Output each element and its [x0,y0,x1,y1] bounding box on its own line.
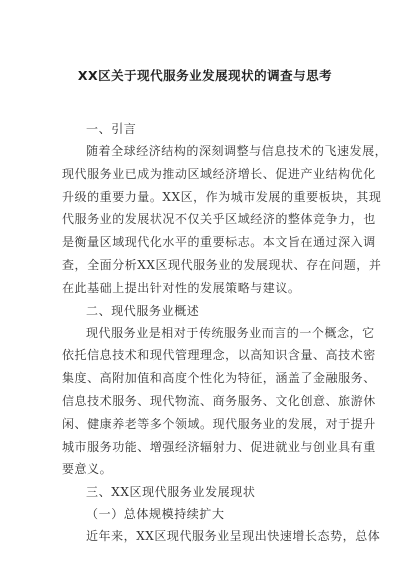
paragraph-line: 是衡量区域现代化水平的重要标志。本文旨在通过深入调 [62,235,376,250]
paragraph-line: 查，全面分析XX区现代服务业的发展现状、存在问题，并 [62,257,382,272]
paragraph-line: 现代服务业已成为推动区域经济增长、促进产业结构优化 [62,166,376,181]
section-paragraph-current-status [62,525,381,548]
paragraph-line: 信息技术服务、现代物流、商务服务、文化创意、旅游休 [62,393,376,408]
subsection-heading-scale: （一）总体规模持续扩大 [86,507,225,522]
document-body [62,118,388,548]
paragraph-line: 在此基础上提出针对性的发展策略与建议。 [62,280,301,295]
paragraph-line: 代服务业的发展状况不仅关乎区域经济的整体竞争力，也 [62,212,376,227]
paragraph-line: 依托信息技术和现代管理理念，以高知识含量、高技术密 [62,348,376,363]
section-heading-current-status: 三、XX区现代服务业发展现状 [86,485,256,500]
document-title: XX区关于现代服务业发展现状的调查与思考 [77,68,333,83]
section-heading-introduction: 一、引言 [86,122,137,136]
section-paragraph-overview [62,322,376,482]
paragraph-line: 随着全球经济结构的深刻调整与信息技术的飞速发展， [86,144,388,158]
section-heading-overview: 二、现代服务业概述 [86,303,200,318]
paragraph-line: 集度、高附加值和高度个性化为特征，涵盖了金融服务、 [62,371,376,386]
paragraph-line: 升级的重要力量。XX区，作为城市发展的重要板块，其现 [62,189,382,204]
paragraph-line: 近年来，XX区现代服务业呈现出快速增长态势，总体 [86,529,381,544]
section-paragraph-introduction [62,140,388,300]
paragraph-line: 要意义。 [62,462,113,477]
paragraph-line: 城市服务功能、增强经济辐射力、促进就业与创业具有重 [62,439,376,454]
paragraph-line: 现代服务业是相对于传统服务业而言的一个概念，它 [86,325,375,340]
paragraph-line: 闲、健康养老等多个领域。现代服务业的发展，对于提升 [62,416,376,431]
